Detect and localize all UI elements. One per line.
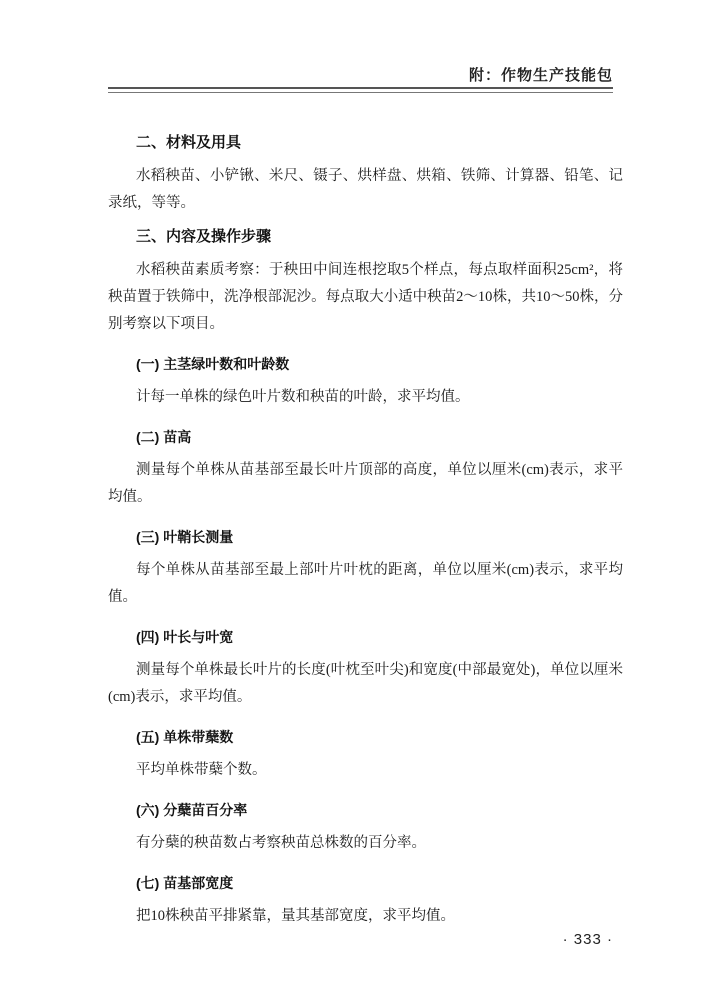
subheading-base-width: (七) 苗基部宽度 [136, 875, 234, 891]
subheading-tillering-rate: (六) 分蘖苗百分率 [136, 802, 248, 818]
paragraph-base-width: 把10株秧苗平排紧靠，量其基部宽度，求平均值。 [136, 908, 455, 924]
running-header [108, 58, 613, 92]
paragraph-leaf-count: 计每一单株的绿色叶片数和秧苗的叶龄，求平均值。 [136, 389, 470, 405]
paragraph-seedling-height: 测量每个单株从苗基部至最长叶片顶部的高度，单位以厘米(cm)表示，求平均值。 [108, 462, 623, 505]
page-body [108, 130, 623, 930]
header-title: 附：作物生产技能包 [468, 67, 613, 84]
section-heading-materials: 二、材料及用具 [136, 134, 242, 151]
paragraph-leaf-size: 测量每个单株最长叶片的长度(叶枕至叶尖)和宽度(中部最宽处)，单位以厘米(cm)表示，求平均值。 [108, 662, 623, 705]
page-number: · 333 · [562, 931, 613, 948]
paragraph-sheath-length: 每个单株从苗基部至最上部叶片叶枕的距离，单位以厘米(cm)表示，求平均值。 [108, 562, 623, 605]
section-heading-procedure: 三、内容及操作步骤 [136, 228, 272, 245]
subheading-seedling-height: (二) 苗高 [136, 429, 192, 445]
subheading-tillers-per-plant: (五) 单株带蘖数 [136, 729, 234, 745]
materials-paragraph: 水稻秧苗、小铲锹、米尺、镊子、烘样盘、烘箱、铁筛、计算器、铅笔、记录纸，等等。 [108, 168, 623, 211]
paragraph-tillers-per-plant: 平均单株带蘖个数。 [136, 762, 267, 778]
header-rule [108, 87, 613, 89]
paragraph-tillering-rate: 有分蘖的秧苗数占考察秧苗总株数的百分率。 [136, 835, 426, 851]
procedure-intro-paragraph: 水稻秧苗素质考察：于秧田中间连根挖取5个样点，每点取样面积25cm²，将秧苗置于铁筛中，洗净根部泥沙。每点取大小适中秧苗2～10株，共10～50株，分别考察以下项目。 [108, 262, 623, 332]
subheading-leaf-size: (四) 叶长与叶宽 [136, 629, 234, 645]
subheading-leaf-count: (一) 主茎绿叶数和叶龄数 [136, 356, 290, 372]
subheading-sheath-length: (三) 叶鞘长测量 [136, 529, 234, 545]
header-rule-secondary [108, 92, 613, 93]
